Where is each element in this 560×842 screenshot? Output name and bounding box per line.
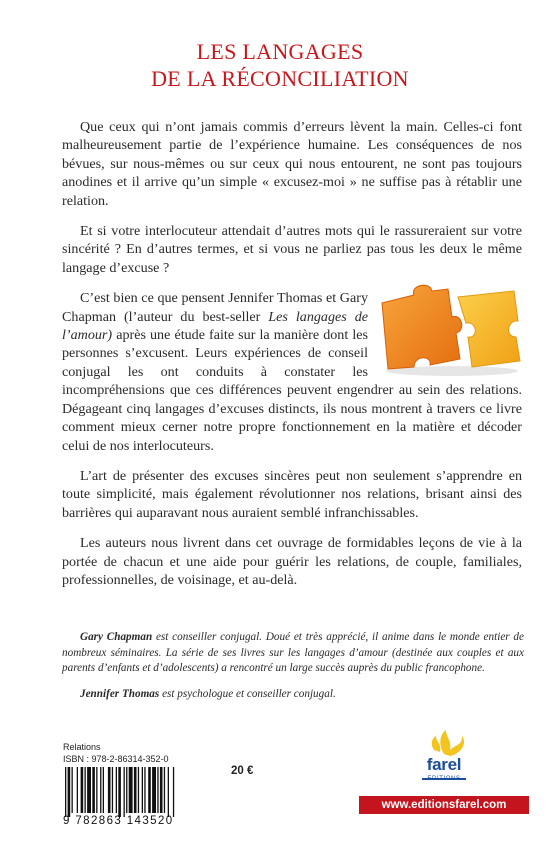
yellow-puzzle-piece xyxy=(458,291,520,367)
publisher-logo-text: farel xyxy=(426,755,462,774)
puzzle-pieces-image xyxy=(374,281,526,377)
blurb-paragraph-3-start: C’est bien ce que pensent Jennifer Thomas et Gary Chapman (l’auteur du best-seller xyxy=(62,290,368,325)
bio-chapman-text: est conseiller conjugal. Doué et très apprécié, il anime dans le monde entier de nombreux séminaires. La série de ses livres sur les langages d’amour (destinée aux couples et aux parents d’enfants et d’adolescents) a rencontré un large succès auprès du public francophone. xyxy=(62,631,524,675)
book-reference: Les langages de l’amour) xyxy=(62,308,368,344)
blurb-paragraph-2: Et si votre interlocuteur attendait d’autres mots qui le rassureraient sur votre sincérité ? En d’autres termes, et si vous ne parliez pas tous les deux le même langage d’excuse ? xyxy=(62,223,522,276)
publisher-logo-subtitle: EDITIONS xyxy=(427,776,461,782)
bio-thomas-text: est psychologue et conseiller conjugal. xyxy=(159,687,336,700)
category-label: Relations xyxy=(63,742,101,752)
bio-thomas xyxy=(62,687,524,703)
blurb xyxy=(62,118,522,601)
title-line-2: DE LA RÉCONCILIATION xyxy=(151,66,409,91)
barcode xyxy=(63,767,225,817)
author-name-thomas: Jennifer Thomas xyxy=(80,687,160,700)
book-title xyxy=(0,38,560,92)
author-name-chapman: Gary Chapman xyxy=(80,631,153,643)
orange-puzzle-piece xyxy=(382,285,462,369)
blurb-paragraph-3 xyxy=(62,289,522,455)
isbn-label: ISBN : 978-2-86314-352-0 xyxy=(63,754,169,764)
blurb-paragraph-3-end: après une étude faite sur la manière dont les personnes s’excusent. Leurs expériences de conseil conjugal les ont conduits à constater les incompréhensions que ces différences peuvent engendrer au sein des relations. Dégageant cinq langages d’excuses distincts, ils nous montrent à travers ce livre comment mieux cerner notre propre fonctionnement en la matière et décoder celui de nos interlocuteurs. xyxy=(62,327,522,454)
price-label: 20 € xyxy=(231,765,254,777)
title-line-1: LES LANGAGES xyxy=(196,39,364,64)
author-bios xyxy=(62,630,524,712)
bio-chapman xyxy=(62,630,524,677)
blurb-paragraph-5: Les auteurs nous livrent dans cet ouvrage de formidables leçons de vie à la portée de chacun et une aide pour guérir les relations, de couple, familiales, professionnelles, de voisinage, et au-delà. xyxy=(62,535,522,588)
blurb-paragraph-1: Que ceux qui n’ont jamais commis d’erreurs lèvent la main. Celles-ci font malheureusement partie de l’expérience humaine. Les conséquences de nos bévues, sur nous-mêmes ou sur ceux qui nous entourent, ne sont pas toujours anodines et il arrive qu’un simple « excusez-moi » ne suffise pas à rétablir une relation. xyxy=(62,119,522,209)
barcode-digits: 9 782863 143520 xyxy=(63,815,174,827)
publisher-website: www.editionsfarel.com xyxy=(359,796,529,814)
blurb-paragraph-4: L’art de présenter des excuses sincères peut non seulement s’apprendre en toute simplicité, mais également révolutionner nos relations, brisant ainsi des barrières qui auparavant nous auraient semblé infranchissables. xyxy=(62,467,522,521)
